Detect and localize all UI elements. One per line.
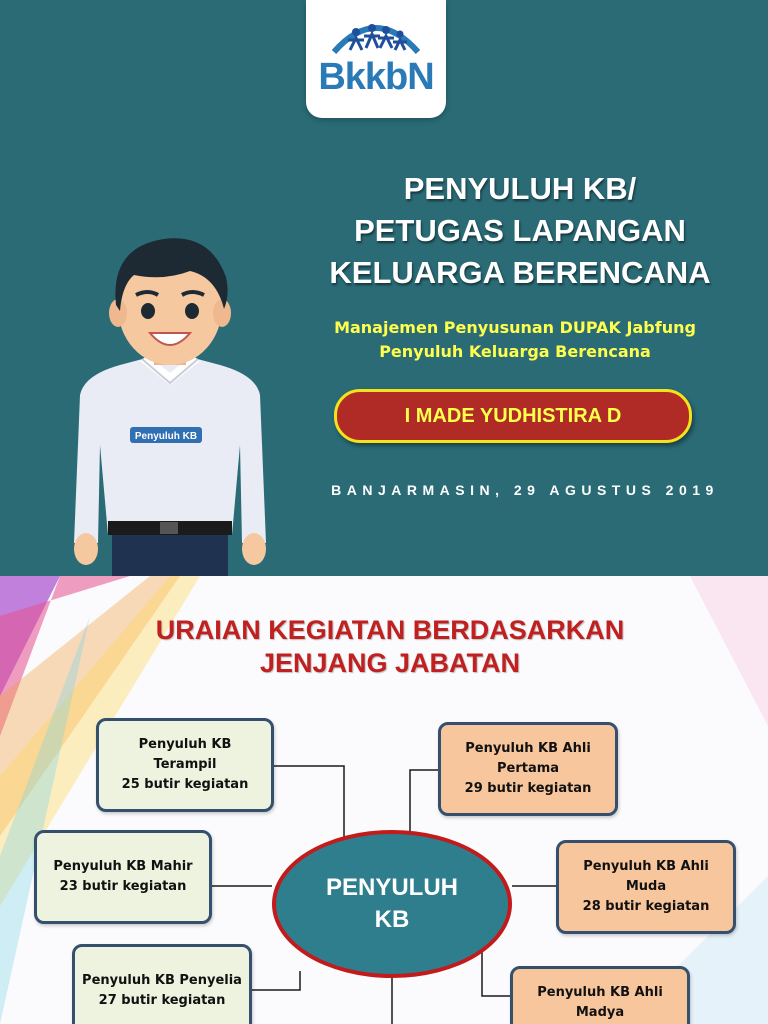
box-ahli-pertama: [438, 722, 618, 816]
shirt-badge: Penyuluh KB: [134, 431, 198, 442]
title-line: KELUARGA BERENCANA: [329, 255, 711, 290]
box-line: Penyuluh KB Ahli: [583, 859, 709, 874]
box-line: Muda: [625, 879, 667, 894]
box-line: 27 butir kegiatan: [98, 993, 226, 1008]
box-line: 29 butir kegiatan: [464, 781, 592, 796]
box-line: Penyuluh KB Mahir: [53, 859, 193, 874]
slide1-subtitle: [300, 316, 730, 364]
subtitle-line: Penyuluh Keluarga Berencana: [379, 342, 651, 361]
box-line: Penyuluh KB Ahli: [537, 985, 663, 1000]
box-line: Penyuluh KB Penyelia: [82, 973, 242, 988]
box-ahli-madya: [510, 966, 690, 1024]
bkkbn-logo: [306, 0, 446, 118]
box-line: Madya: [575, 1005, 625, 1020]
box-line: Pertama: [496, 761, 560, 776]
title-line: URAIAN KEGIATAN BERDASARKAN: [155, 615, 625, 645]
subtitle-line: Manajemen Penyusunan DUPAK Jabfung: [334, 318, 696, 337]
presenter-name: I MADE YUDHISTIRA D: [334, 389, 692, 443]
box-line: Penyuluh KB Ahli: [465, 741, 591, 756]
box-line: 28 butir kegiatan: [582, 899, 710, 914]
center-line: PENYULUH: [325, 874, 458, 901]
family-figures-icon: [326, 12, 426, 58]
title-line: PETUGAS LAPANGAN: [354, 213, 686, 248]
penyuluh-character-illustration: [60, 225, 280, 576]
box-line: Penyuluh KB: [138, 737, 232, 752]
center-node-penyuluh-kb: [272, 830, 512, 978]
box-penyuluh-terampil: [96, 718, 274, 812]
box-line: 23 butir kegiatan: [59, 879, 187, 894]
slide1-title: [300, 168, 740, 294]
diagram-slide: [0, 576, 768, 1024]
box-penyuluh-penyelia: [72, 944, 252, 1024]
title-line: PENYULUH KB/: [403, 171, 637, 206]
place-date: BANJARMASIN, 29 AGUSTUS 2019: [331, 482, 719, 498]
box-line: 25 butir kegiatan: [121, 777, 249, 792]
center-line: KB: [374, 906, 410, 933]
box-penyuluh-mahir: [34, 830, 212, 924]
box-ahli-muda: [556, 840, 736, 934]
box-line: Terampil: [153, 757, 217, 772]
logo-wordmark: BkkbN: [318, 56, 434, 98]
title-line: JENJANG JABATAN: [259, 648, 521, 678]
